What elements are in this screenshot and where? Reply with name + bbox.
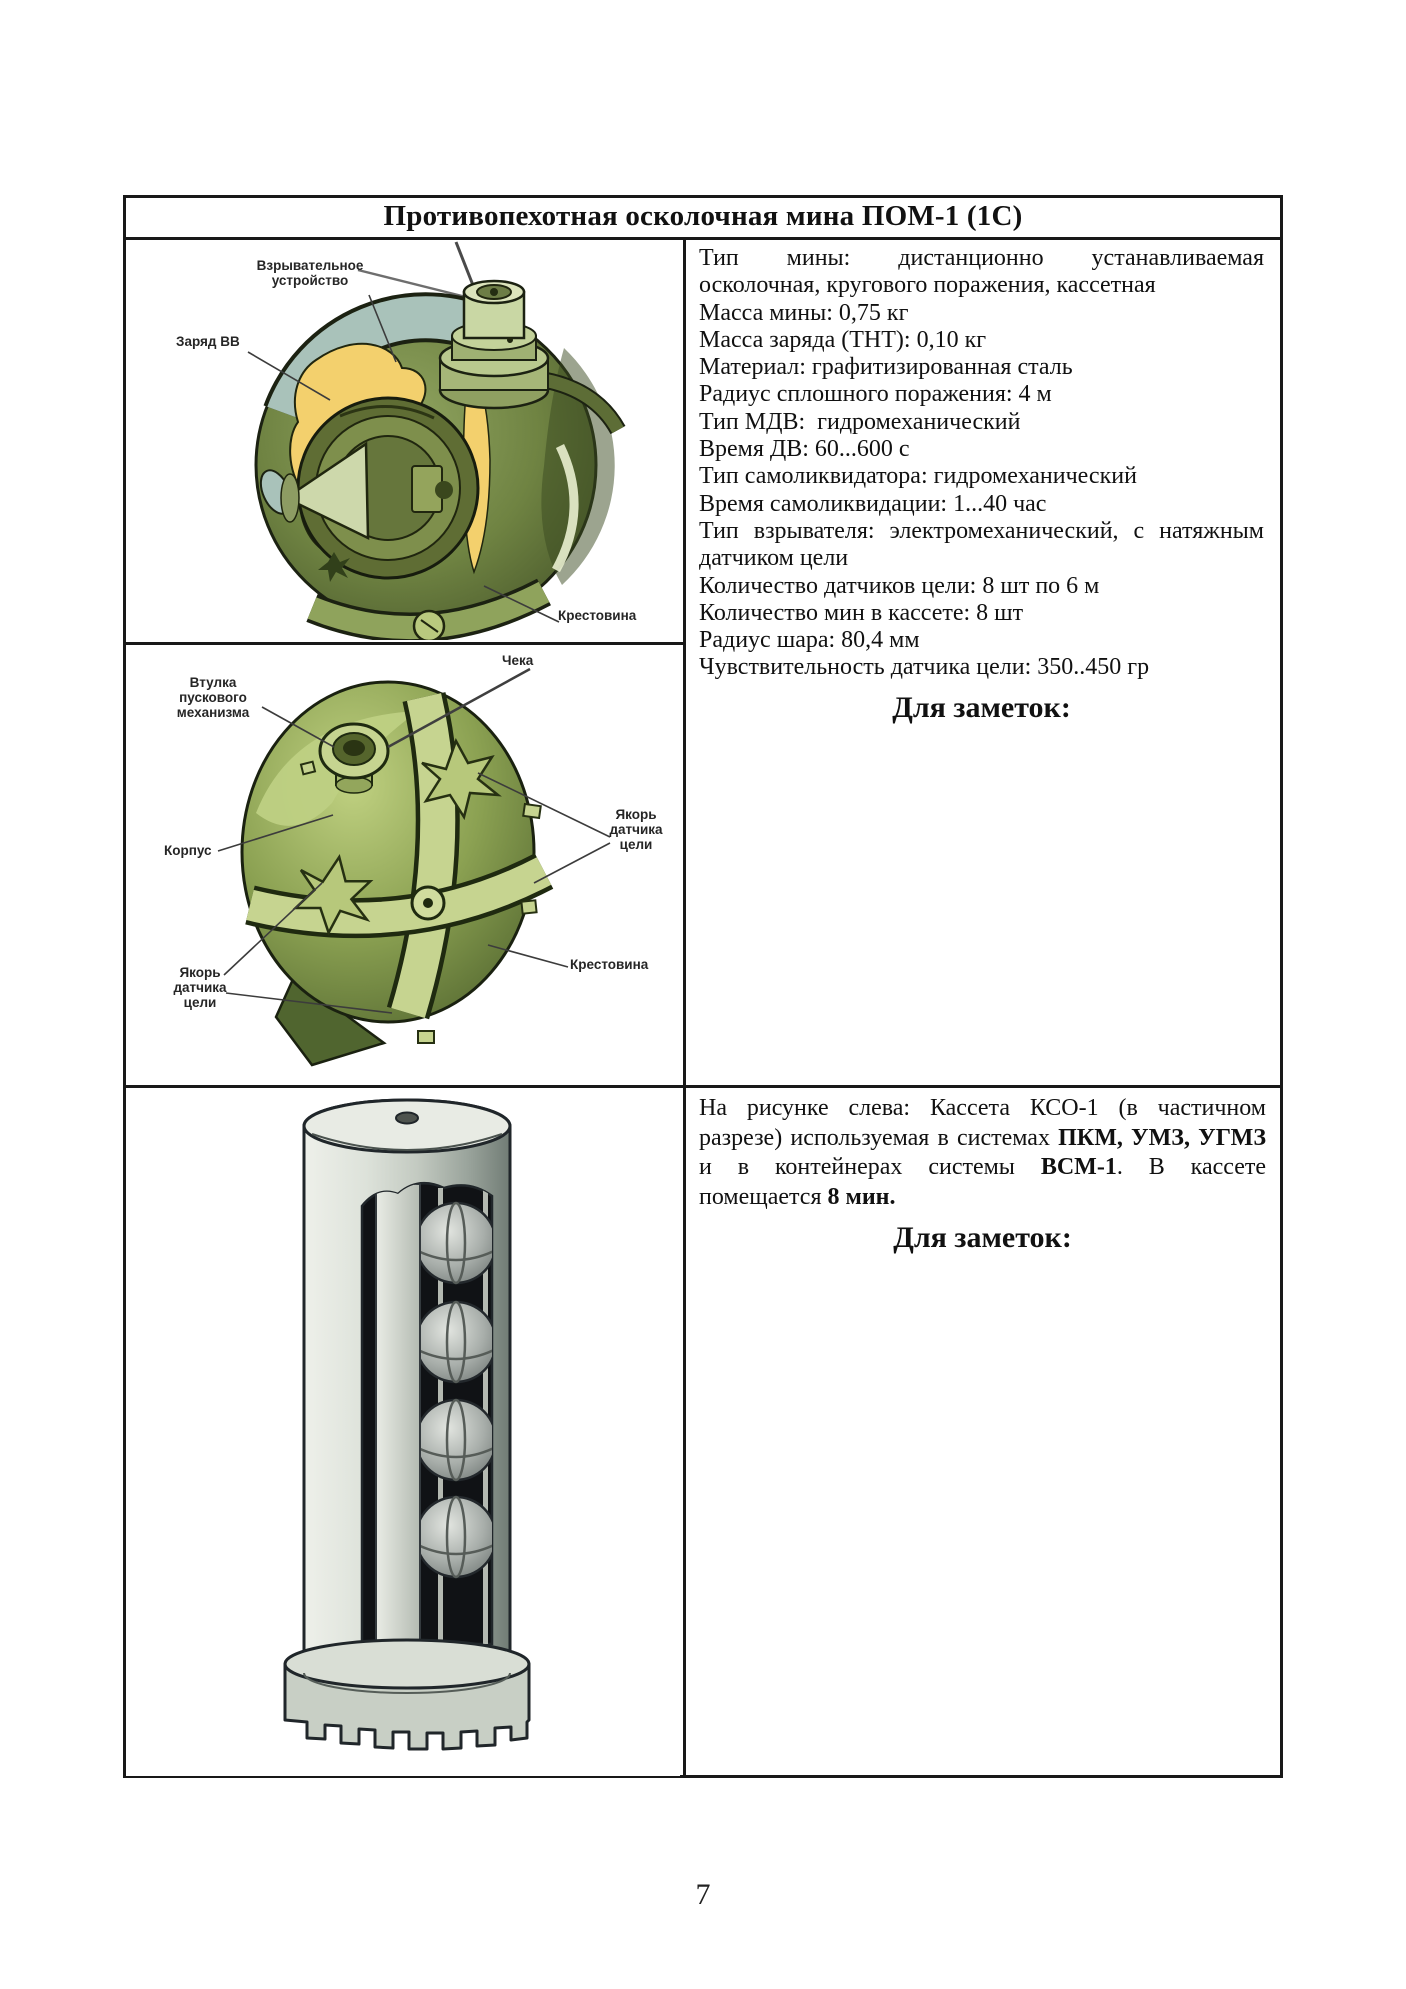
spec-line: Тип МДВ: гидромеханический [699, 408, 1021, 435]
cassette-note-cell [686, 1088, 1280, 1776]
figure2-label-anchor-left: Якорь датчика цели [173, 965, 227, 1011]
figure1-label-crosspiece: Крестовина [558, 608, 637, 623]
page-title: Противопехотная осколочная мина ПОМ-1 (1С) [383, 200, 1023, 232]
spec-list-cell [686, 240, 1280, 1083]
figure3-cassette-cutaway [126, 1088, 680, 1776]
figure2-label-pin: Чека [502, 653, 534, 668]
spec-line: Чувствительность датчика цели: 350..450 гр [699, 654, 1150, 681]
note-segment-vsm: ВСМ-1 [1040, 1154, 1117, 1181]
spec-line: Радиус шара: 80,4 мм [699, 627, 920, 654]
note-segment-count: 8 мин. [827, 1183, 896, 1210]
spec-line: Время самоликвидации: 1...40 час [699, 490, 1047, 517]
spec-line: Тип самоликвидатора: гидромеханический [699, 463, 1137, 490]
table-title-cell [126, 198, 1280, 235]
figure2-mine-exterior [126, 645, 680, 1083]
figure1-label-fuze-device: Взрывательное устройство [256, 258, 364, 289]
spec-line: Тип взрывателя: электромеханический, с натяжным датчиком цели [699, 517, 1270, 572]
note-segment: . В кассете помещается [699, 1154, 1266, 1210]
page-number: 7 [695, 1878, 711, 1911]
figure2-label-bushing: Втулка пускового механизма [176, 675, 250, 721]
notes-heading: Для заметок: [893, 1221, 1072, 1255]
figure1-illustration [126, 240, 680, 640]
spec-line: Масса заряда (ТНТ): 0,10 кг [699, 326, 987, 353]
figure2-label-body: Корпус [164, 843, 212, 858]
spec-line: Количество датчиков цели: 8 шт по 6 м [699, 572, 1100, 599]
cassette-note-paragraph [699, 1094, 1266, 1212]
notes-heading: Для заметок: [892, 690, 1071, 724]
spec-line: Радиус сплошного поражения: 4 м [699, 381, 1052, 408]
figure1-label-charge: Заряд ВВ [176, 334, 240, 349]
spec-line: Материал: графитизированная сталь [699, 354, 1073, 381]
note-segment: и в контейнерах системы [699, 1154, 1041, 1181]
spec-line: Тип мины: дистанционно устанавливаемая осколочная, кругового поражения, кассетная [699, 245, 1270, 299]
note-segment-systems: ПКМ, УМЗ, УГМЗ [1058, 1124, 1266, 1151]
spec-line: Количество мин в кассете: 8 шт [699, 599, 1024, 626]
figure2-label-anchor-right: Якорь датчика цели [609, 807, 663, 853]
figure3-illustration [126, 1088, 680, 1776]
figure1-mine-cutaway [126, 240, 680, 640]
spec-line: Масса мины: 0,75 кг [699, 299, 909, 326]
figure2-label-crosspiece: Крестовина [570, 957, 649, 972]
spec-line: Время ДВ: 60...600 с [699, 436, 910, 463]
note-segment: На рисунке слева: Кассета КСО-1 (в частичном разрезе) используемая в системах [699, 1095, 1266, 1151]
